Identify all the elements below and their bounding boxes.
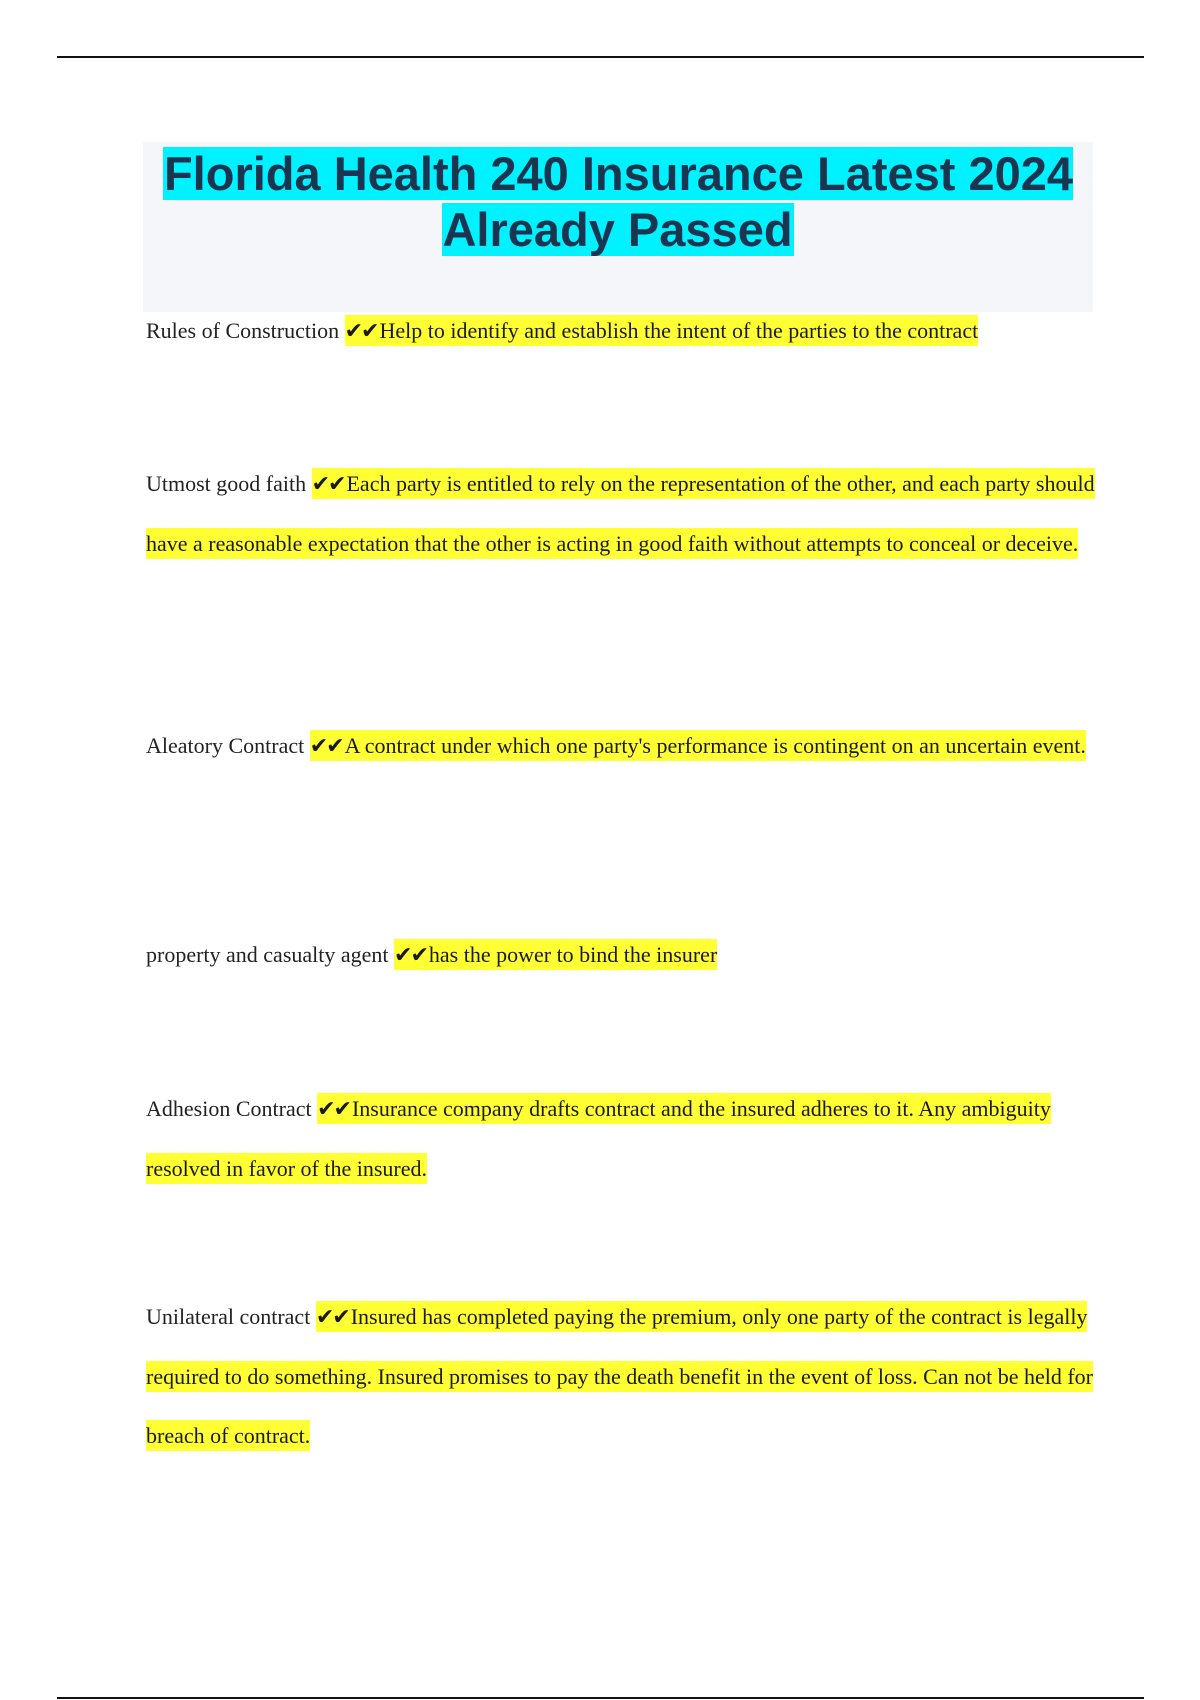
qa-entry bbox=[146, 1287, 1096, 1465]
double-check-icon: ✔✔ bbox=[317, 1097, 350, 1122]
double-check-icon: ✔✔ bbox=[344, 319, 378, 344]
entry-term: Rules of Construction bbox=[146, 318, 340, 343]
qa-entry bbox=[146, 301, 1096, 361]
entry-term: Utmost good faith bbox=[146, 471, 307, 496]
double-check-icon: ✔✔ bbox=[311, 472, 345, 497]
entry-answer: Each party is entitled to rely on the representation of the other, and each party should have a reasonable expectation that the other is acting in good faith without attempts to conceal or deceive. bbox=[146, 471, 1095, 556]
entry-answer: A contract under which one party's performance is contingent on an uncertain event. bbox=[344, 733, 1086, 758]
entry-term: Adhesion Contract bbox=[146, 1096, 312, 1121]
qa-entry bbox=[146, 1079, 1096, 1198]
qa-entry bbox=[146, 716, 1096, 776]
entry-answer-highlight bbox=[394, 939, 717, 970]
entry-answer-highlight bbox=[310, 730, 1086, 761]
double-check-icon: ✔✔ bbox=[394, 943, 427, 968]
title-block bbox=[143, 142, 1093, 312]
qa-entry bbox=[146, 454, 1096, 573]
title-highlight: Florida Health 240 Insurance Latest 2024 Already Passed bbox=[163, 147, 1074, 256]
entry-term: Aleatory Contract bbox=[146, 733, 305, 758]
double-check-icon: ✔✔ bbox=[315, 1305, 349, 1330]
top-rule bbox=[57, 56, 1144, 58]
double-check-icon: ✔✔ bbox=[309, 734, 343, 759]
entry-answer: Insurance company drafts contract and the insured adheres to it. Any ambiguity resolved in favor of the insured. bbox=[146, 1096, 1051, 1181]
entry-term: property and casualty agent bbox=[146, 942, 389, 967]
qa-entry bbox=[146, 925, 1096, 985]
entry-answer: has the power to bind the insurer bbox=[428, 942, 718, 967]
entry-answer: Help to identify and establish the intent of the parties to the contract bbox=[379, 318, 979, 343]
entry-term: Unilateral contract bbox=[146, 1304, 311, 1329]
entry-answer: Insured has completed paying the premium, only one party of the contract is legally required to do something. Insured promises to pay the death benefit in the event of loss. Can not be held for breach of contract. bbox=[146, 1304, 1093, 1448]
document-title bbox=[143, 142, 1093, 258]
bottom-rule bbox=[57, 1697, 1144, 1699]
entry-answer-highlight bbox=[345, 315, 979, 346]
